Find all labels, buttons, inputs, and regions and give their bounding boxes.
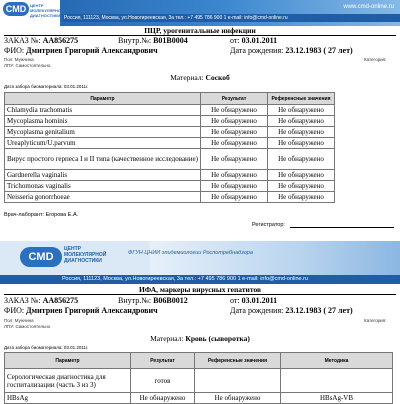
patient-line	[4, 46, 158, 56]
dob-value: 23.12.1983 ( 27 лет)	[285, 46, 353, 55]
table-row	[5, 105, 335, 116]
sex-line: Пол: Мужчина	[4, 57, 34, 62]
col-header: Референсные значения	[268, 93, 335, 105]
address-bar: Россия, 111123, Москва, ул.Новогиреевская, 3а тел.: +7 495 786 900 1 e-mail: info@cmd-online.ru	[0, 275, 400, 284]
logo-subtitle: ЦЕНТР МОЛЕКУЛЯРНОЙ ДИАГНОСТИКИ	[30, 3, 64, 18]
category-label: Категория:	[364, 318, 387, 323]
cmd-logo: CMD	[20, 247, 62, 267]
date-label: от:	[230, 296, 240, 305]
lpu-line: ЛПУ: Самостоятельно	[4, 63, 51, 68]
result-cell: готов	[131, 369, 195, 393]
result-cell: Не обнаружено	[201, 192, 268, 203]
table-header-row	[5, 353, 393, 369]
date-value: 03.01.2011	[241, 36, 278, 45]
col-header: Результат	[201, 93, 268, 105]
section1-title: ПЦР, урогенитальные инфекции	[144, 26, 256, 35]
col-header: Методика	[281, 353, 393, 369]
reference-cell: Не обнаружено	[268, 105, 335, 116]
order-number: АА856275	[42, 36, 79, 45]
result-cell: Не обнаружено	[201, 105, 268, 116]
dob-value: 23.12.1983 ( 27 лет)	[285, 306, 353, 315]
col-header: Параметр	[5, 93, 201, 105]
material-value: Кровь (сыворотка)	[185, 334, 250, 343]
dob-label: Дата рождения:	[230, 46, 284, 55]
param-cell: Mycoplasma genitalium	[5, 127, 201, 138]
param-cell: Серологическая диагностика для госпитализации (часть 3 из 3)	[5, 369, 131, 393]
reference-cell: Не обнаружено	[268, 138, 335, 149]
registrar-label: Регистратор:	[252, 222, 285, 228]
patient-name: Дмитриев Григорий Александрович	[26, 306, 158, 315]
param-cell: Mycoplasma hominis	[5, 116, 201, 127]
result-cell: Не обнаружено	[201, 138, 268, 149]
address-bar: Россия, 111123, Москва, ул.Новогиреевская, 3а тел.: +7 495 786 900 1 e-mail: info@cmd-online.ru	[62, 14, 400, 22]
site-url[interactable]: www.cmd-online.ru	[343, 4, 394, 10]
param-cell: Вирус простого герпеса I и II типа (качественное исследование)	[5, 149, 201, 170]
param-cell: Gardnerella vaginalis	[5, 170, 201, 181]
reference-cell: Не обнаружено	[268, 149, 335, 170]
category-label: Категория:	[364, 57, 387, 62]
param-cell: Chlamydia trachomatis	[5, 105, 201, 116]
table-row	[5, 181, 335, 192]
table-row	[5, 192, 335, 203]
param-cell: Neisseria gonorrhoeae	[5, 192, 201, 203]
reference-cell: Не обнаружено	[268, 192, 335, 203]
material-line	[0, 334, 400, 343]
table-row	[5, 393, 393, 404]
order-label: ЗАКАЗ №:	[4, 36, 41, 45]
institute-name: ФГУН ЦНИИ эпидемиологии Роспотребнадзора	[128, 250, 253, 256]
param-cell: Ureaplyticum/U.parvum	[5, 138, 201, 149]
order-date	[230, 296, 277, 306]
method-cell: HBsAg-VB	[281, 393, 393, 404]
reference-cell: Не обнаружено	[268, 170, 335, 181]
banner-2-gradient	[150, 241, 400, 275]
internal-number	[118, 36, 188, 46]
patient-label: ФИО:	[4, 46, 25, 55]
sample-date: Дата забора биоматериала: 03.01.2011г.	[4, 345, 89, 350]
result-cell: Не обнаружено	[201, 116, 268, 127]
result-cell: Не обнаружено	[201, 181, 268, 192]
registrar-signature-line	[290, 227, 394, 228]
material-label: Материал:	[170, 73, 204, 82]
param-cell: Trichomonas vaginalis	[5, 181, 201, 192]
table-row	[5, 127, 335, 138]
result-cell: Не обнаружено	[201, 170, 268, 181]
date-value: 03.01.2011	[241, 296, 278, 305]
dob-line	[230, 46, 353, 56]
internal-number	[118, 296, 188, 306]
internal-value: B01B0004	[153, 36, 188, 45]
dob-label: Дата рождения:	[230, 306, 284, 315]
reference-cell: Не обнаружено	[268, 127, 335, 138]
internal-label: Внутр.№:	[118, 36, 152, 45]
order-line	[4, 36, 78, 46]
material-line	[0, 73, 400, 82]
results-table-1	[4, 92, 335, 203]
patient-line	[4, 306, 158, 316]
internal-label: Внутр.№:	[118, 296, 152, 305]
col-header: Результат	[131, 353, 195, 369]
order-label: ЗАКАЗ №:	[4, 296, 41, 305]
material-label: Материал:	[150, 334, 184, 343]
table-row	[5, 138, 335, 149]
section2-title: ИФА, маркеры вирусных гепатитов	[138, 285, 262, 294]
reference-cell: Не обнаружено	[268, 116, 335, 127]
dob-line	[230, 306, 353, 316]
table-header-row	[5, 93, 335, 105]
table-row	[5, 116, 335, 127]
order-number: АА856275	[42, 296, 79, 305]
col-header: Референсные значения	[195, 353, 281, 369]
result-cell: Не обнаружено	[201, 149, 268, 170]
table-row	[5, 369, 393, 393]
order-line	[4, 296, 78, 306]
param-cell: HBsAg	[5, 393, 131, 404]
date-label: от:	[230, 36, 240, 45]
order-date	[230, 36, 277, 46]
internal-value: B06B0012	[153, 296, 188, 305]
reference-cell: Не обнаружено	[268, 181, 335, 192]
patient-label: ФИО:	[4, 306, 25, 315]
table-row	[5, 149, 335, 170]
patient-name: Дмитриев Григорий Александрович	[26, 46, 158, 55]
result-cell: Не обнаружено	[131, 393, 195, 404]
col-header: Параметр	[5, 353, 131, 369]
divider	[4, 294, 396, 295]
method-cell	[281, 369, 393, 393]
lpu-line: ЛПУ: Самостоятельно	[4, 324, 51, 329]
sex-line: Пол: Мужчина	[4, 318, 34, 323]
logo-subtitle: ЦЕНТР МОЛЕКУЛЯРНОЙ ДИАГНОСТИКИ	[64, 246, 107, 264]
results-table-2	[4, 352, 393, 404]
table-row	[5, 170, 335, 181]
reference-cell	[195, 369, 281, 393]
material-value: Соскоб	[205, 73, 230, 82]
reference-cell: Не обнаружено	[195, 393, 281, 404]
cmd-logo: CMD	[3, 2, 29, 16]
result-cell: Не обнаружено	[201, 127, 268, 138]
doctor-line: Врач-лаборант: Егорова Е.А.	[4, 212, 79, 218]
sample-date: Дата забора биоматериала: 03.01.2011г.	[4, 84, 89, 89]
